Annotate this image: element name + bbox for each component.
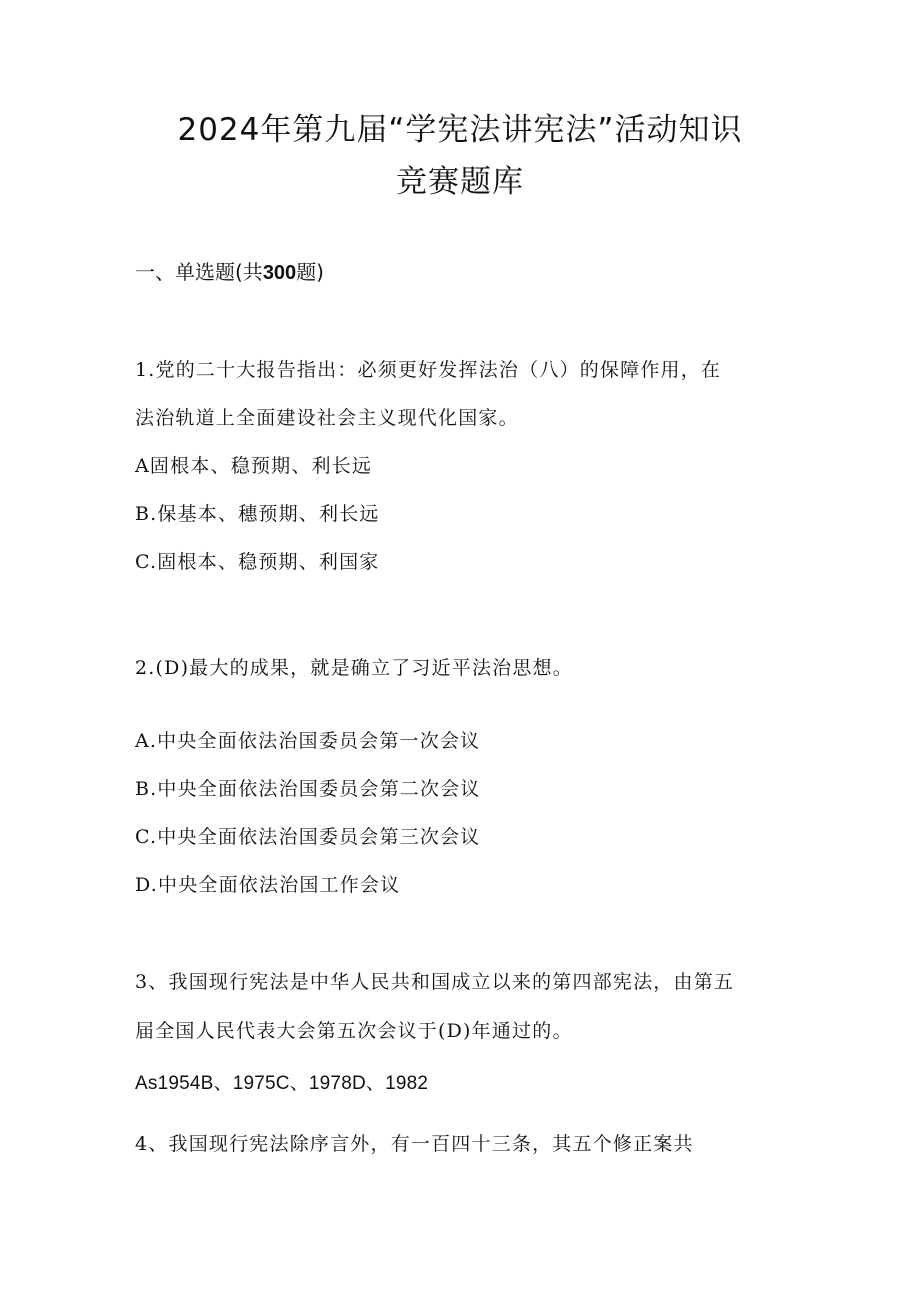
question-1-text-line-1: 1.党的二十大报告指出：必须更好发挥法治（八）的保障作用，在 (135, 359, 722, 381)
question-2-text-line-1: 2.(D)最大的成果，就是确立了习近平法治思想。 (135, 657, 573, 679)
question-2-option-c: C.中央全面依法治国委员会第三次会议 (135, 826, 481, 848)
question-1-option-c: C.固根本、稳预期、利国家 (135, 551, 380, 573)
question-1-option-a: A固根本、稳预期、利长远 (135, 455, 373, 477)
question-3-options: As1954B、1975C、1978D、1982 (135, 1073, 429, 1094)
question-1-option-b: B.保基本、穗预期、利长远 (135, 503, 380, 525)
document-title-line-2: 竞赛题库 (396, 164, 524, 200)
document-title-line-1: 2024年第九届“学宪法讲宪法”活动知识 (177, 112, 743, 148)
question-2-option-b: B.中央全面依法治国委员会第二次会议 (135, 778, 481, 800)
section-heading-suffix: 题) (296, 260, 324, 284)
section-heading-prefix: 一、单选题(共 (135, 260, 263, 284)
question-1-text-line-2: 法治轨道上全面建设社会主义现代化国家。 (135, 407, 519, 429)
section-heading-count: 300 (262, 262, 297, 284)
question-4-text-line-1: 4、我国现行宪法除序言外，有一百四十三条，其五个修正案共 (135, 1133, 694, 1155)
question-2-option-d: D.中央全面依法治国工作会议 (135, 874, 401, 896)
section-heading (135, 259, 324, 286)
question-3-text-line-2: 届全国人民代表大会第五次会议于(D)年通过的。 (135, 1020, 573, 1042)
question-3-text-line-1: 3、我国现行宪法是中华人民共和国成立以来的第四部宪法，由第五 (135, 971, 735, 993)
question-2-option-a: A.中央全面依法治国委员会第一次会议 (135, 730, 481, 752)
